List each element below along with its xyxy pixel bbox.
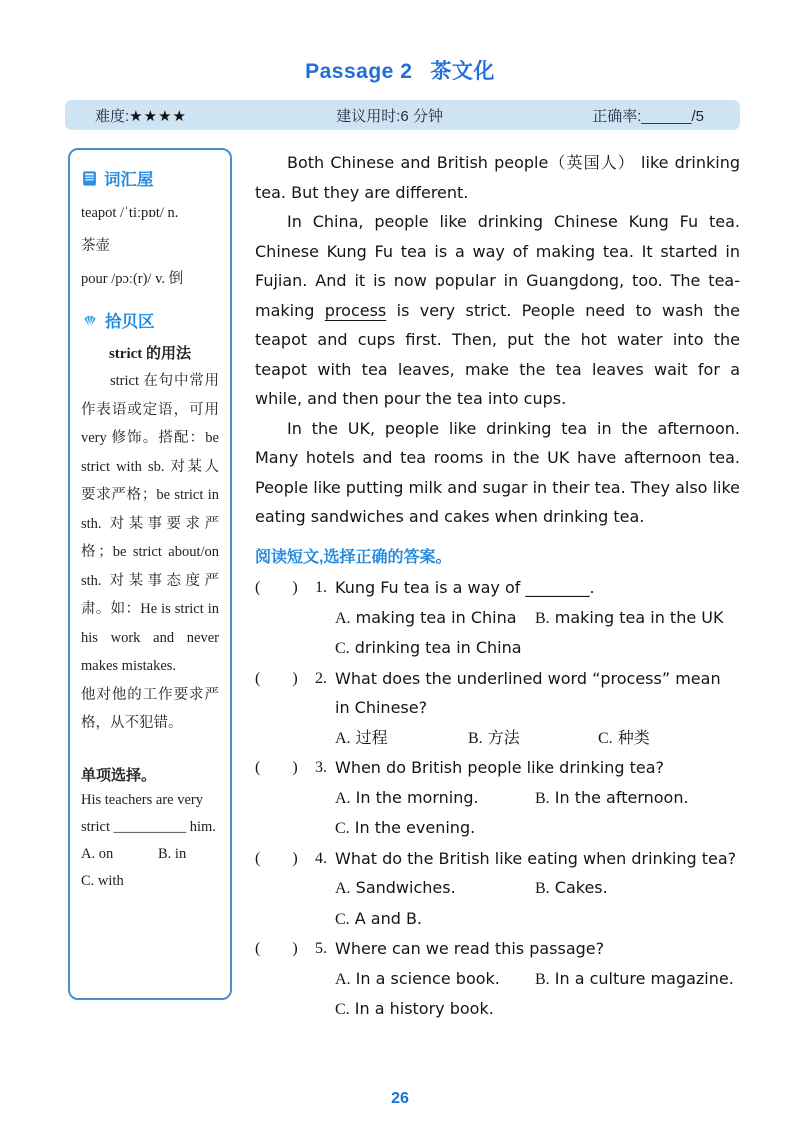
option-b: B. In a culture magazine. [535, 968, 734, 988]
question-4-head [255, 844, 335, 935]
question-number: 5. [315, 940, 327, 957]
underlined-word-process: process [324, 300, 387, 320]
questions-instruction: 阅读短文,选择正确的答案。 [255, 548, 452, 566]
accuracy-label: 正确率: [592, 107, 642, 125]
question-1-body [335, 573, 740, 664]
question-3-body [335, 753, 740, 844]
option-c: C. In a history book. [335, 999, 494, 1018]
question-5-head [255, 934, 335, 1025]
passage-paragraph-2 [255, 207, 740, 414]
option-a: A. making tea in China [335, 607, 517, 627]
tips-body [81, 367, 219, 681]
question-4 [255, 844, 740, 935]
option-b: B. 方法 [468, 727, 520, 747]
vocab-section-header [81, 166, 219, 190]
option-a: A. In a science book. [335, 968, 500, 988]
paragraph-2-text: In China, people like drinking Chinese Kung Fu tea. Chinese Kung Fu tea is a way of making tea. It started in Fujian. And it is now popular in Guangdong, too. The tea-making [255, 212, 740, 320]
passage-paragraph-3: In the UK, people like drinking tea in the afternoon. Many hotels and tea rooms in the UK have afternoon tea. People like putting milk and sugar in their tea. They also like eating sandwiches and cakes when drinking tea. [255, 418, 740, 526]
reading-passage-column [255, 148, 740, 1025]
vocab-entry-pour: pour /pɔː(r)/ v. 倒 [81, 271, 184, 287]
vocab-section-title: 词汇屋 [104, 171, 154, 189]
tips-heading: strict 的用法 [108, 346, 192, 362]
option-b: B. In the afternoon. [535, 787, 689, 807]
question-1-head [255, 573, 335, 664]
vocab-entry-teapot-zh: 茶壶 [81, 238, 110, 254]
option-row [335, 633, 740, 664]
option-row [335, 873, 740, 904]
tips-example-zh: 他对他的工作要求严格，从不犯错。 [81, 686, 219, 731]
vocab-entry-teapot: teapot /ˈtiːpɒt/ n. [81, 205, 179, 221]
paragraph-2-text: is very strict. People need to wash the teapot and cups first. Then, put the hot water into the teapot with tea leaves, make the tea leaves wait for a while, and then pour the tea into cups. [255, 300, 741, 408]
option-row [335, 813, 740, 844]
difficulty-stars: ★★★★ [129, 107, 187, 125]
tips-section-title: 拾贝区 [105, 313, 155, 331]
content-columns [68, 148, 740, 1025]
question-5 [255, 934, 740, 1025]
option-c: C. drinking tea in China [335, 638, 522, 657]
option-c: C. 种类 [598, 727, 650, 747]
question-2 [255, 664, 740, 754]
question-number: 4. [315, 849, 327, 867]
difficulty [95, 105, 187, 126]
question-1 [255, 573, 740, 664]
option-row [335, 783, 740, 814]
shell-icon [81, 311, 99, 329]
option-c: C. A and B. [335, 908, 423, 928]
answer-parens: ( ) [255, 669, 298, 687]
option-b: B. Cakes. [535, 878, 608, 897]
difficulty-label: 难度: [95, 107, 130, 125]
answer-parens: ( ) [255, 759, 298, 776]
suggested-time: 建议用时:6 分钟 [336, 107, 443, 125]
page-title-en: Passage 2 [305, 60, 413, 83]
page-title-zh: 茶文化 [430, 60, 495, 83]
option-row [335, 723, 740, 754]
tips-example-en: He is strict in his work and never makes mistakes. [81, 601, 219, 674]
page-title [0, 0, 800, 85]
option-row [335, 964, 740, 995]
question-number: 1. [315, 579, 327, 596]
accuracy-total: /5 [691, 107, 704, 125]
exercise-option-b: B. in [158, 845, 187, 862]
question-2-body [335, 664, 740, 754]
exercise-question: His teachers are very strict __________ him. [81, 791, 216, 835]
question-number: 3. [315, 759, 327, 776]
option-row [335, 603, 740, 634]
answer-parens: ( ) [255, 940, 298, 957]
exercise-option-row [81, 841, 219, 868]
question-4-body [335, 844, 740, 935]
book-icon [81, 170, 98, 187]
exercise-title: 单项选择。 [81, 766, 157, 784]
question-text: Kung Fu tea is a way of ________. [335, 578, 595, 597]
question-5-body [335, 934, 740, 1025]
question-text: What does the underlined word “process” mean in Chinese? [335, 668, 721, 717]
option-row [335, 994, 740, 1025]
answer-parens: ( ) [255, 579, 298, 596]
question-2-head [255, 664, 335, 754]
exercise-option-a: A. on [81, 845, 114, 862]
answer-parens: ( ) [255, 849, 298, 867]
exercise-options [81, 841, 219, 895]
exercise-option-row [81, 868, 219, 895]
meta-bar [65, 100, 740, 130]
question-number: 2. [315, 669, 327, 687]
option-c: C. In the evening. [335, 818, 476, 837]
option-a: A. In the morning. [335, 787, 479, 807]
option-a: A. 过程 [335, 727, 388, 747]
accuracy [592, 105, 704, 126]
passage-paragraph-1: Both Chinese and British people（英国人） like drinking tea. But they are different. [255, 153, 740, 202]
question-3 [255, 753, 740, 844]
tips-body-text: strict 在句中常用作表语或定语，可用 very 修饰。搭配：be strict with sb. 对某人要求严格；be strict in sth. 对某事要求严格；be strict about/on sth. 对某事态度严肃。如： [81, 373, 219, 617]
option-row [335, 904, 740, 935]
question-text: Where can we read this passage? [335, 939, 605, 958]
exercise-option-c: C. with [81, 872, 124, 889]
question-text: When do British people like drinking tea? [335, 758, 665, 777]
option-a: A. Sandwiches. [335, 878, 456, 897]
sidebar-notes-box [68, 148, 232, 1000]
option-b: B. making tea in the UK [535, 607, 724, 627]
question-3-head [255, 753, 335, 844]
page-number: 26 [391, 1090, 409, 1107]
accuracy-blank: ______ [641, 107, 692, 125]
question-text: What do the British like eating when drinking tea? [335, 848, 737, 868]
tips-section-header [81, 308, 219, 332]
